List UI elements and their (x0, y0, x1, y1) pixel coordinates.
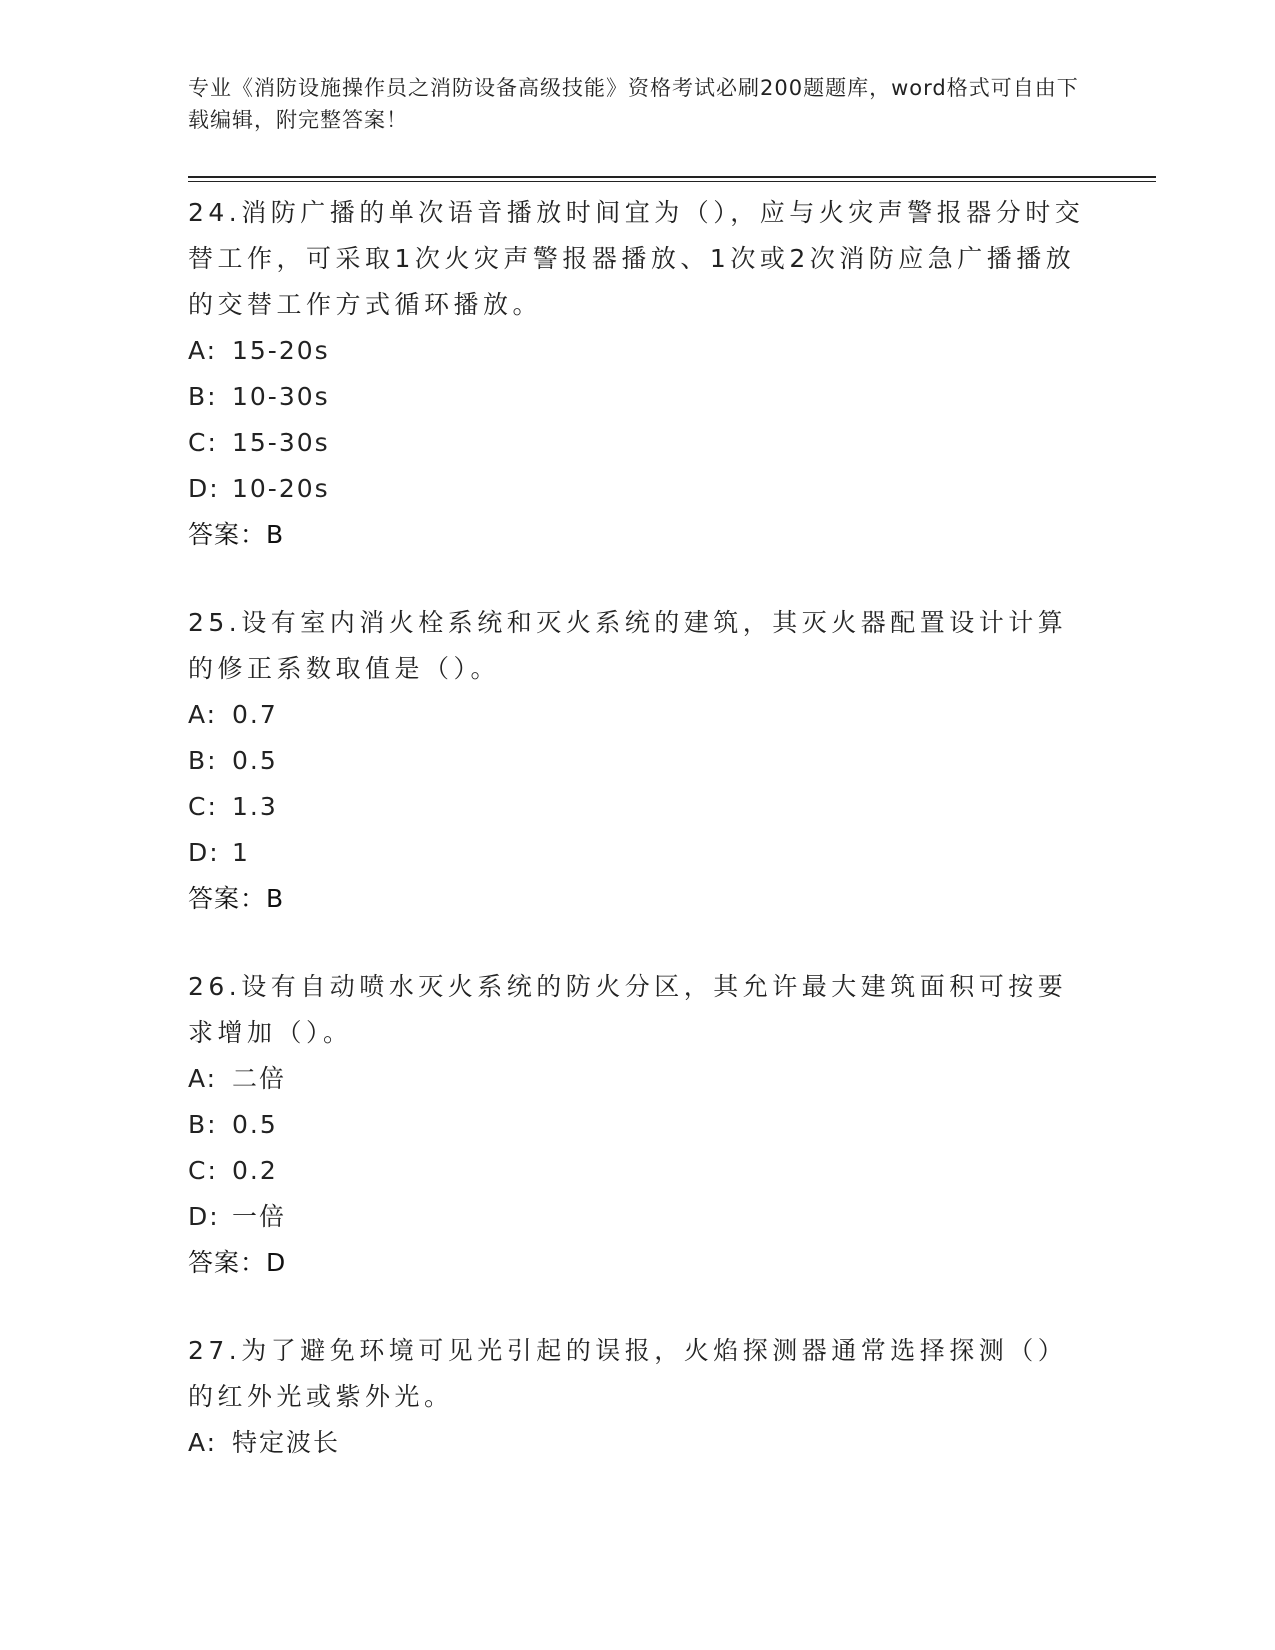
question-stem: 26.设有自动喷水灭火系统的防火分区，其允许最大建筑面积可按要求增加（）。 (188, 972, 1068, 1047)
option-text: 10-20s (232, 474, 330, 503)
option-key: C: (188, 792, 218, 821)
option-text: 10-30s (232, 382, 330, 411)
header-divider-thick (188, 176, 1156, 178)
option-d (188, 466, 1088, 512)
option-key: D: (188, 1202, 220, 1231)
document-header: 专业《消防设施操作员之消防设备高级技能》资格考试必刷200题题库，word格式可自由下载编辑，附完整答案！ (188, 76, 1079, 132)
option-d (188, 1194, 1088, 1240)
option-b (188, 374, 1088, 420)
option-b (188, 1102, 1088, 1148)
option-c (188, 1148, 1088, 1194)
option-a (188, 692, 1088, 738)
option-key: B: (188, 746, 218, 775)
option-text: 一倍 (232, 1202, 287, 1231)
option-text: 1.3 (232, 792, 278, 821)
option-text: 15-20s (232, 336, 330, 365)
option-key: D: (188, 838, 220, 867)
question-stem: 27.为了避免环境可见光引起的误报，火焰探测器通常选择探测（）的红外光或紫外光。 (188, 1336, 1068, 1411)
option-c (188, 784, 1088, 830)
option-text: 二倍 (232, 1064, 287, 1093)
question-stem: 25.设有室内消火栓系统和灭火系统的建筑，其灭火器配置设计计算的修正系数取值是（）。 (188, 608, 1068, 683)
question-stem: 24.消防广播的单次语音播放时间宜为（），应与火灾声警报器分时交替工作，可采取1次火灾声警报器播放、1次或2次消防应急广播播放的交替工作方式循环播放。 (188, 198, 1085, 319)
option-a (188, 328, 1088, 374)
option-key: C: (188, 1156, 218, 1185)
question-spacer (188, 1286, 1088, 1328)
option-key: A: (188, 700, 218, 729)
option-text: 0.5 (232, 1110, 278, 1139)
question-spacer (188, 922, 1088, 964)
option-c (188, 420, 1088, 466)
option-text: 0.5 (232, 746, 278, 775)
question-26 (188, 964, 1088, 1286)
question-24 (188, 190, 1088, 558)
option-key: B: (188, 382, 218, 411)
answer-line: 答案：B (188, 884, 285, 913)
option-key: B: (188, 1110, 218, 1139)
option-key: A: (188, 1064, 218, 1093)
option-key: A: (188, 1428, 218, 1457)
option-key: C: (188, 428, 218, 457)
option-text: 0.2 (232, 1156, 278, 1185)
option-text: 1 (232, 838, 250, 867)
question-list (188, 190, 1088, 1466)
option-b (188, 738, 1088, 784)
question-25 (188, 600, 1088, 922)
answer-line: 答案：D (188, 1248, 287, 1277)
option-key: D: (188, 474, 220, 503)
option-text: 0.7 (232, 700, 278, 729)
question-27 (188, 1328, 1088, 1466)
option-key: A: (188, 336, 218, 365)
option-d (188, 830, 1088, 876)
option-text: 特定波长 (232, 1428, 341, 1457)
answer-line: 答案：B (188, 520, 285, 549)
header-divider-thin (188, 181, 1156, 182)
option-a (188, 1056, 1088, 1102)
question-spacer (188, 558, 1088, 600)
option-text: 15-30s (232, 428, 330, 457)
option-a (188, 1420, 1088, 1466)
